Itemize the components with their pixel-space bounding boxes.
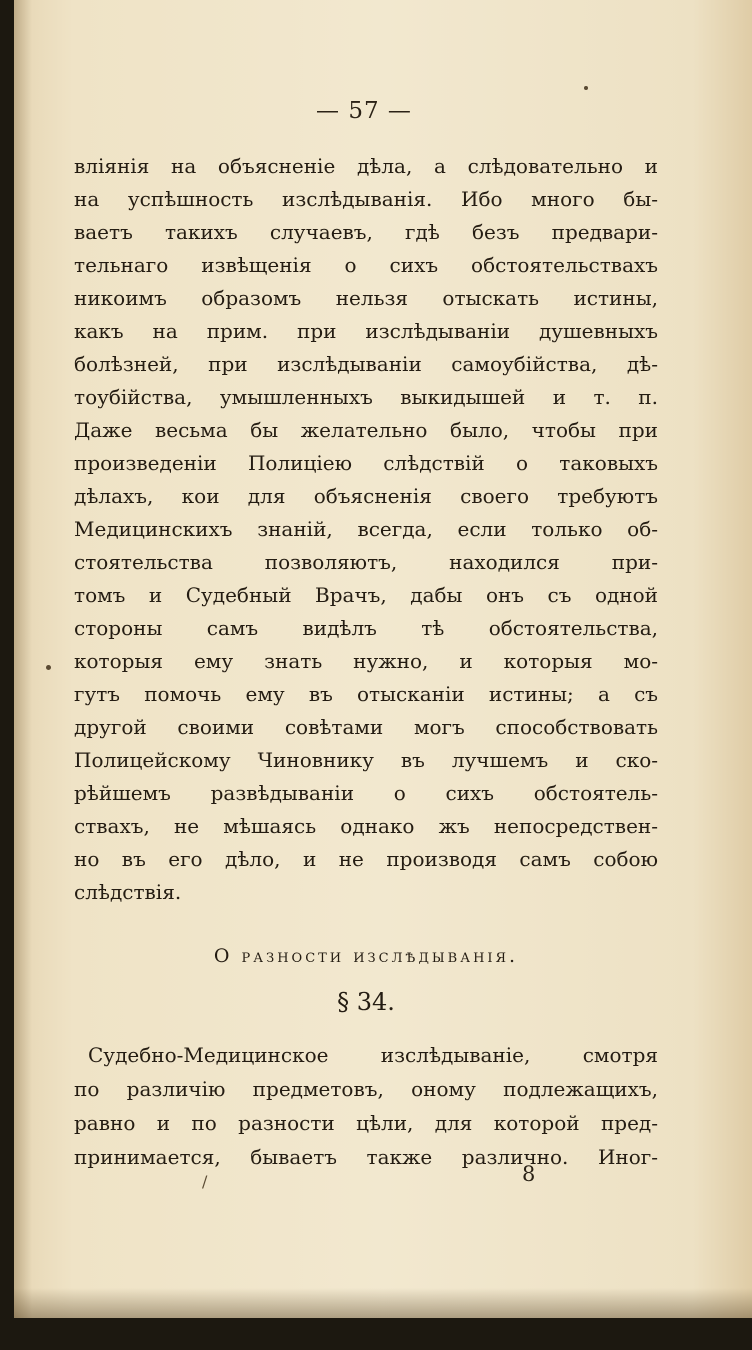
text-line: какъ на прим. при изслѣдываніи душевныхъ: [74, 319, 658, 343]
text-line: ствахъ, не мѣшаясь однако жъ непосредствен-: [74, 814, 658, 838]
text-line: дѣлахъ, кои для объясненія своего требуютъ: [74, 484, 658, 508]
text-line: вліянія на объясненіе дѣла, а слѣдовательно и: [74, 154, 658, 178]
text-line: тельнаго извѣщенія о сихъ обстоятельствахъ: [74, 253, 658, 277]
text-line: Даже весьма бы желательно было, чтобы при: [74, 418, 658, 442]
section-number: § 34.: [337, 988, 395, 1016]
text-line: гутъ помочь ему въ отысканіи истины; а съ: [74, 682, 658, 706]
text-line: ваетъ такихъ случаевъ, гдѣ безъ предвари-: [74, 220, 658, 244]
text-line: рѣйшемъ развѣдываніи о сихъ обстоятель-: [74, 781, 658, 805]
text-line: болѣзней, при изслѣдываніи самоубійства, дѣ-: [74, 352, 658, 376]
ink-speck: [46, 665, 51, 670]
text-line: Полицейскому Чиновнику въ лучшемъ и ско-: [74, 748, 658, 772]
text-line: по различію предметовъ, оному подлежащихъ,: [74, 1077, 658, 1101]
page-header: — 57 —: [316, 98, 412, 124]
text-line: никоимъ образомъ нельзя отыскать истины,: [74, 286, 658, 310]
text-line: Медицинскихъ знаній, всегда, если только об-: [74, 517, 658, 541]
text-line: равно и по разности цѣли, для которой пред-: [74, 1111, 658, 1135]
text-line: произведеніи Полиціею слѣдствій о таковыхъ: [74, 451, 658, 475]
margin-mark: /: [202, 1172, 208, 1191]
text-line: томъ и Судебный Врачъ, дабы онъ съ одной: [74, 583, 658, 607]
paragraph-2: [74, 1038, 658, 1174]
section-title: О разности изслѣдыванія.: [213, 945, 519, 967]
text-line: принимается, бываетъ также различно. Иног-: [74, 1145, 658, 1169]
text-line: которыя ему знать нужно, и которыя мо-: [74, 649, 658, 673]
book-page: [14, 0, 752, 1318]
signature-mark: 8: [522, 1162, 536, 1186]
text-line: другой своими совѣтами могъ способствовать: [74, 715, 658, 739]
text-line: стоятельства позволяютъ, находился при-: [74, 550, 658, 574]
text-line: слѣдствія.: [74, 880, 182, 904]
text-line: на успѣшность изслѣдыванія. Ибо много бы-: [74, 187, 658, 211]
text-line: тоубійства, умышленныхъ выкидышей и т. п.: [74, 385, 658, 409]
text-line: Судебно-Медицинское изслѣдываніе, смотря: [88, 1043, 658, 1067]
text-line: но въ его дѣло, и не производя самъ собою: [74, 847, 658, 871]
text-line: стороны самъ видѣлъ тѣ обстоятельства,: [74, 616, 658, 640]
ink-speck: [584, 86, 588, 90]
paragraph-1: [74, 150, 658, 909]
